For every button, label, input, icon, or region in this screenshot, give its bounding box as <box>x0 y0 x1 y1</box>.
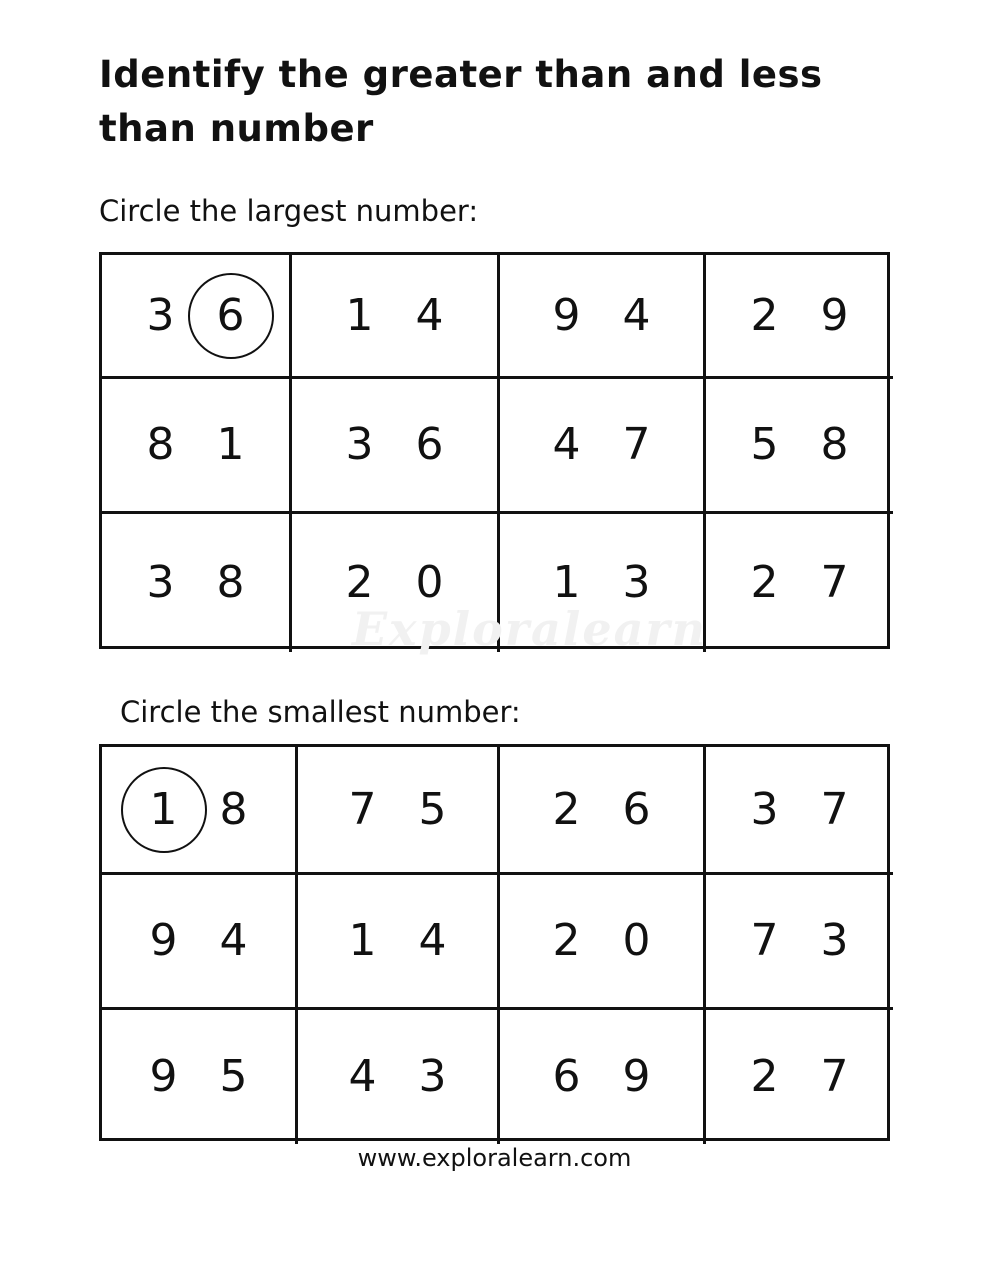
number-pair-cell[interactable] <box>102 514 292 652</box>
number[interactable]: 9 <box>149 915 178 966</box>
number[interactable]: 6 <box>415 419 444 470</box>
number[interactable]: 3 <box>820 915 849 966</box>
smallest-number-grid <box>99 744 890 1141</box>
number-pair-cell[interactable] <box>706 379 893 514</box>
number[interactable]: 2 <box>345 557 374 608</box>
number[interactable]: 2 <box>750 557 779 608</box>
number[interactable]: 2 <box>552 783 581 835</box>
number[interactable]: 5 <box>219 1051 248 1102</box>
number-pair-cell[interactable] <box>500 514 706 652</box>
number-pair-cell[interactable] <box>706 1010 893 1144</box>
number[interactable]: 4 <box>348 1051 377 1102</box>
number[interactable]: 5 <box>750 419 779 470</box>
number-pair-cell[interactable] <box>292 379 500 514</box>
number[interactable]: 4 <box>219 915 248 966</box>
number[interactable]: 4 <box>622 289 651 341</box>
number[interactable]: 4 <box>418 915 447 966</box>
number-pair-cell[interactable] <box>102 747 298 875</box>
number[interactable]: 9 <box>552 289 581 341</box>
number[interactable]: 4 <box>552 419 581 470</box>
number[interactable]: 9 <box>149 1051 178 1102</box>
number-pair-cell[interactable] <box>292 255 500 379</box>
number[interactable]: 3 <box>146 289 175 341</box>
number[interactable]: 7 <box>750 915 779 966</box>
largest-number-grid <box>99 252 890 649</box>
number[interactable]: 2 <box>750 289 779 341</box>
number[interactable]: 5 <box>418 783 447 835</box>
number[interactable]: 8 <box>820 419 849 470</box>
number[interactable]: 3 <box>622 557 651 608</box>
number[interactable]: 0 <box>415 557 444 608</box>
number[interactable]: 9 <box>820 289 849 341</box>
number[interactable]: 8 <box>216 557 245 608</box>
number-pair-cell[interactable] <box>500 1010 706 1144</box>
number-pair-cell[interactable] <box>706 875 893 1010</box>
number[interactable]: 9 <box>622 1051 651 1102</box>
number-pair-cell[interactable] <box>298 747 500 875</box>
number[interactable]: 8 <box>146 419 175 470</box>
number-pair-cell[interactable] <box>102 379 292 514</box>
number[interactable]: 1 <box>348 915 377 966</box>
number[interactable]: 7 <box>348 783 377 835</box>
number[interactable]: 6 <box>622 783 651 835</box>
number[interactable]: 7 <box>820 1051 849 1102</box>
number[interactable]: 6 <box>552 1051 581 1102</box>
number[interactable]: 7 <box>820 783 849 835</box>
circled-number[interactable]: 1 <box>149 783 178 835</box>
number-pair-cell[interactable] <box>292 514 500 652</box>
number-pair-cell[interactable] <box>706 255 893 379</box>
number-pair-cell[interactable] <box>500 255 706 379</box>
number-pair-cell[interactable] <box>102 1010 298 1144</box>
number-pair-cell[interactable] <box>706 514 893 652</box>
number-pair-cell[interactable] <box>500 379 706 514</box>
number[interactable]: 1 <box>345 289 374 341</box>
number-pair-cell[interactable] <box>706 747 893 875</box>
number[interactable]: 4 <box>415 289 444 341</box>
number-pair-cell[interactable] <box>500 875 706 1010</box>
watermark-text: Exploralearn <box>352 602 708 656</box>
number-pair-cell[interactable] <box>298 875 500 1010</box>
number[interactable]: 2 <box>552 915 581 966</box>
number-pair-cell[interactable] <box>102 875 298 1010</box>
largest-instruction: Circle the largest number: <box>99 194 479 228</box>
number[interactable]: 2 <box>750 1051 779 1102</box>
circled-number[interactable]: 6 <box>216 289 245 341</box>
number[interactable]: 0 <box>622 915 651 966</box>
smallest-instruction: Circle the smallest number: <box>120 695 521 729</box>
number[interactable]: 1 <box>216 419 245 470</box>
number[interactable]: 3 <box>146 557 175 608</box>
number-pair-cell[interactable] <box>500 747 706 875</box>
footer-url: www.exploralearn.com <box>357 1144 632 1172</box>
number[interactable]: 7 <box>622 419 651 470</box>
number-pair-cell[interactable] <box>298 1010 500 1144</box>
number-pair-cell[interactable] <box>102 255 292 379</box>
number[interactable]: 7 <box>820 557 849 608</box>
number[interactable]: 3 <box>418 1051 447 1102</box>
number[interactable]: 1 <box>552 557 581 608</box>
worksheet-title: Identify the greater than and less than number <box>99 53 823 150</box>
number[interactable]: 3 <box>750 783 779 835</box>
number[interactable]: 3 <box>345 419 374 470</box>
number[interactable]: 8 <box>219 783 248 835</box>
